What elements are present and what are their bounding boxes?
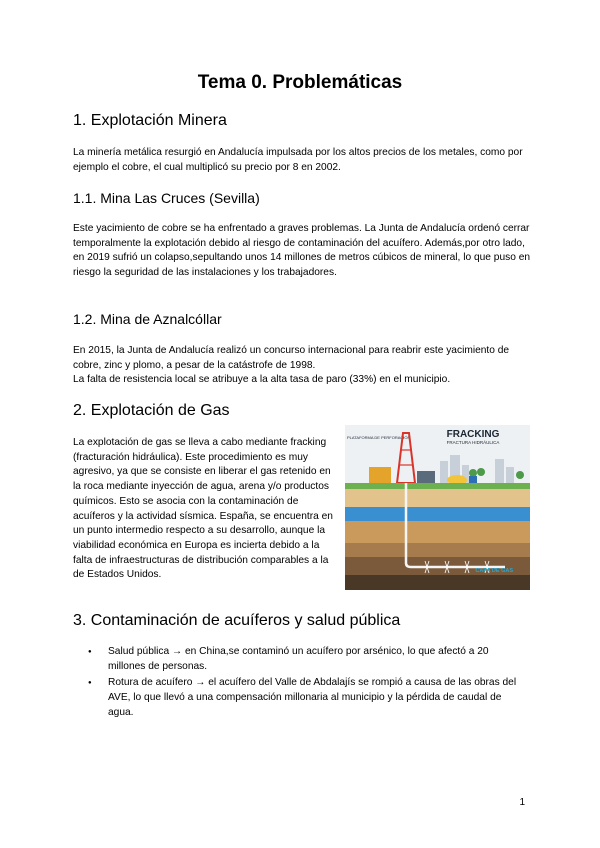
page-title: Tema 0. Problemáticas	[197, 72, 403, 93]
paragraph-aznalcollar-2: La falta de resistencia local se atribuye a la alta tasa de paro (33%) en el municipio.	[73, 374, 451, 385]
layer-soil	[345, 489, 530, 507]
subsection-heading-las-cruces: 1.1. Mina Las Cruces (Sevilla)	[73, 190, 260, 206]
section-heading-contaminacion: 3. Contaminación de acuíferos y salud pública	[73, 612, 401, 629]
layer-aquifer	[345, 507, 530, 521]
figure-label-gas: CAPA DE GAS	[475, 568, 513, 574]
list-item: ● Rotura de acuífero → el acuífero del Valle de Abdalajís se rompió a causa de las obras del AVE, lo que llevó a una compensación millonaria al municipio y la pérdida de caudal de agua.	[73, 676, 528, 720]
fracking-illustration	[345, 425, 530, 590]
layer-rock	[345, 521, 530, 543]
list-item: ● Salud pública → en China,se contaminó un acuífero por arsénico, lo que afectó a 20 millones de personas.	[73, 645, 528, 674]
layer-bedrock	[345, 575, 530, 590]
paragraph-aznalcollar-1: En 2015, la Junta de Andalucía realizó un concurso internacional para reabrir este yacimiento de cobre, zinc y plomo, a pesar de la catástrofe de 1998.	[73, 345, 510, 371]
bullet-list	[73, 645, 528, 723]
figure-title: FRACKING	[446, 429, 500, 440]
figure-label-platform: PLATAFORMA DE PERFORACIÓN	[347, 435, 411, 440]
subsection-heading-aznalcollar: 1.2. Mina de Aznalcóllar	[73, 311, 222, 327]
ground-surface	[345, 483, 530, 489]
section-heading-explotacion-minera: 1. Explotación Minera	[73, 112, 227, 129]
section-heading-explotacion-gas: 2. Explotación de Gas	[73, 402, 230, 419]
paragraph-las-cruces: Este yacimiento de cobre se ha enfrentado a graves problemas. La Junta de Andalucía ordenó cerrar temporalmente la explotación debido al riesgo de contaminación del acuífero. Además,por otro lado, en 2019 sufrió un colapso,sepultando unos 14 millones de metros cúbicos de mineral, lo que puso en riesgo la seguridad de las instalaciones y los trabajadores.	[73, 223, 531, 279]
paragraph-gas: La explotación de gas se lleva a cabo mediante fracking (fracturación hidráulica). Este procedimiento es muy agresivo, ya que se consiste en liberar el gas retenido en la roca mediante inyección de agua, arena y/o productos químicos. Esto se asocia con la contaminación de acuíferos y la actividad sísmica. España, se encuentra en un punto intermedio respecto a su desarrollo, aunque la viabilidad económica en Europa es incierta debido a la falta de infraestructuras de distribución comparables a la de Estados Unidos.	[73, 437, 333, 581]
paragraph-mineria: La minería metálica resurgió en Andalucía impulsada por los altos precios de los metales, como por ejemplo el cobre, el cual multiplicó su precio por 8 en 2002.	[73, 147, 523, 173]
page-number: 1	[519, 797, 525, 808]
figure-subtitle: FRACTURA HIDRÁULICA	[446, 440, 500, 445]
layer-shale	[345, 543, 530, 557]
